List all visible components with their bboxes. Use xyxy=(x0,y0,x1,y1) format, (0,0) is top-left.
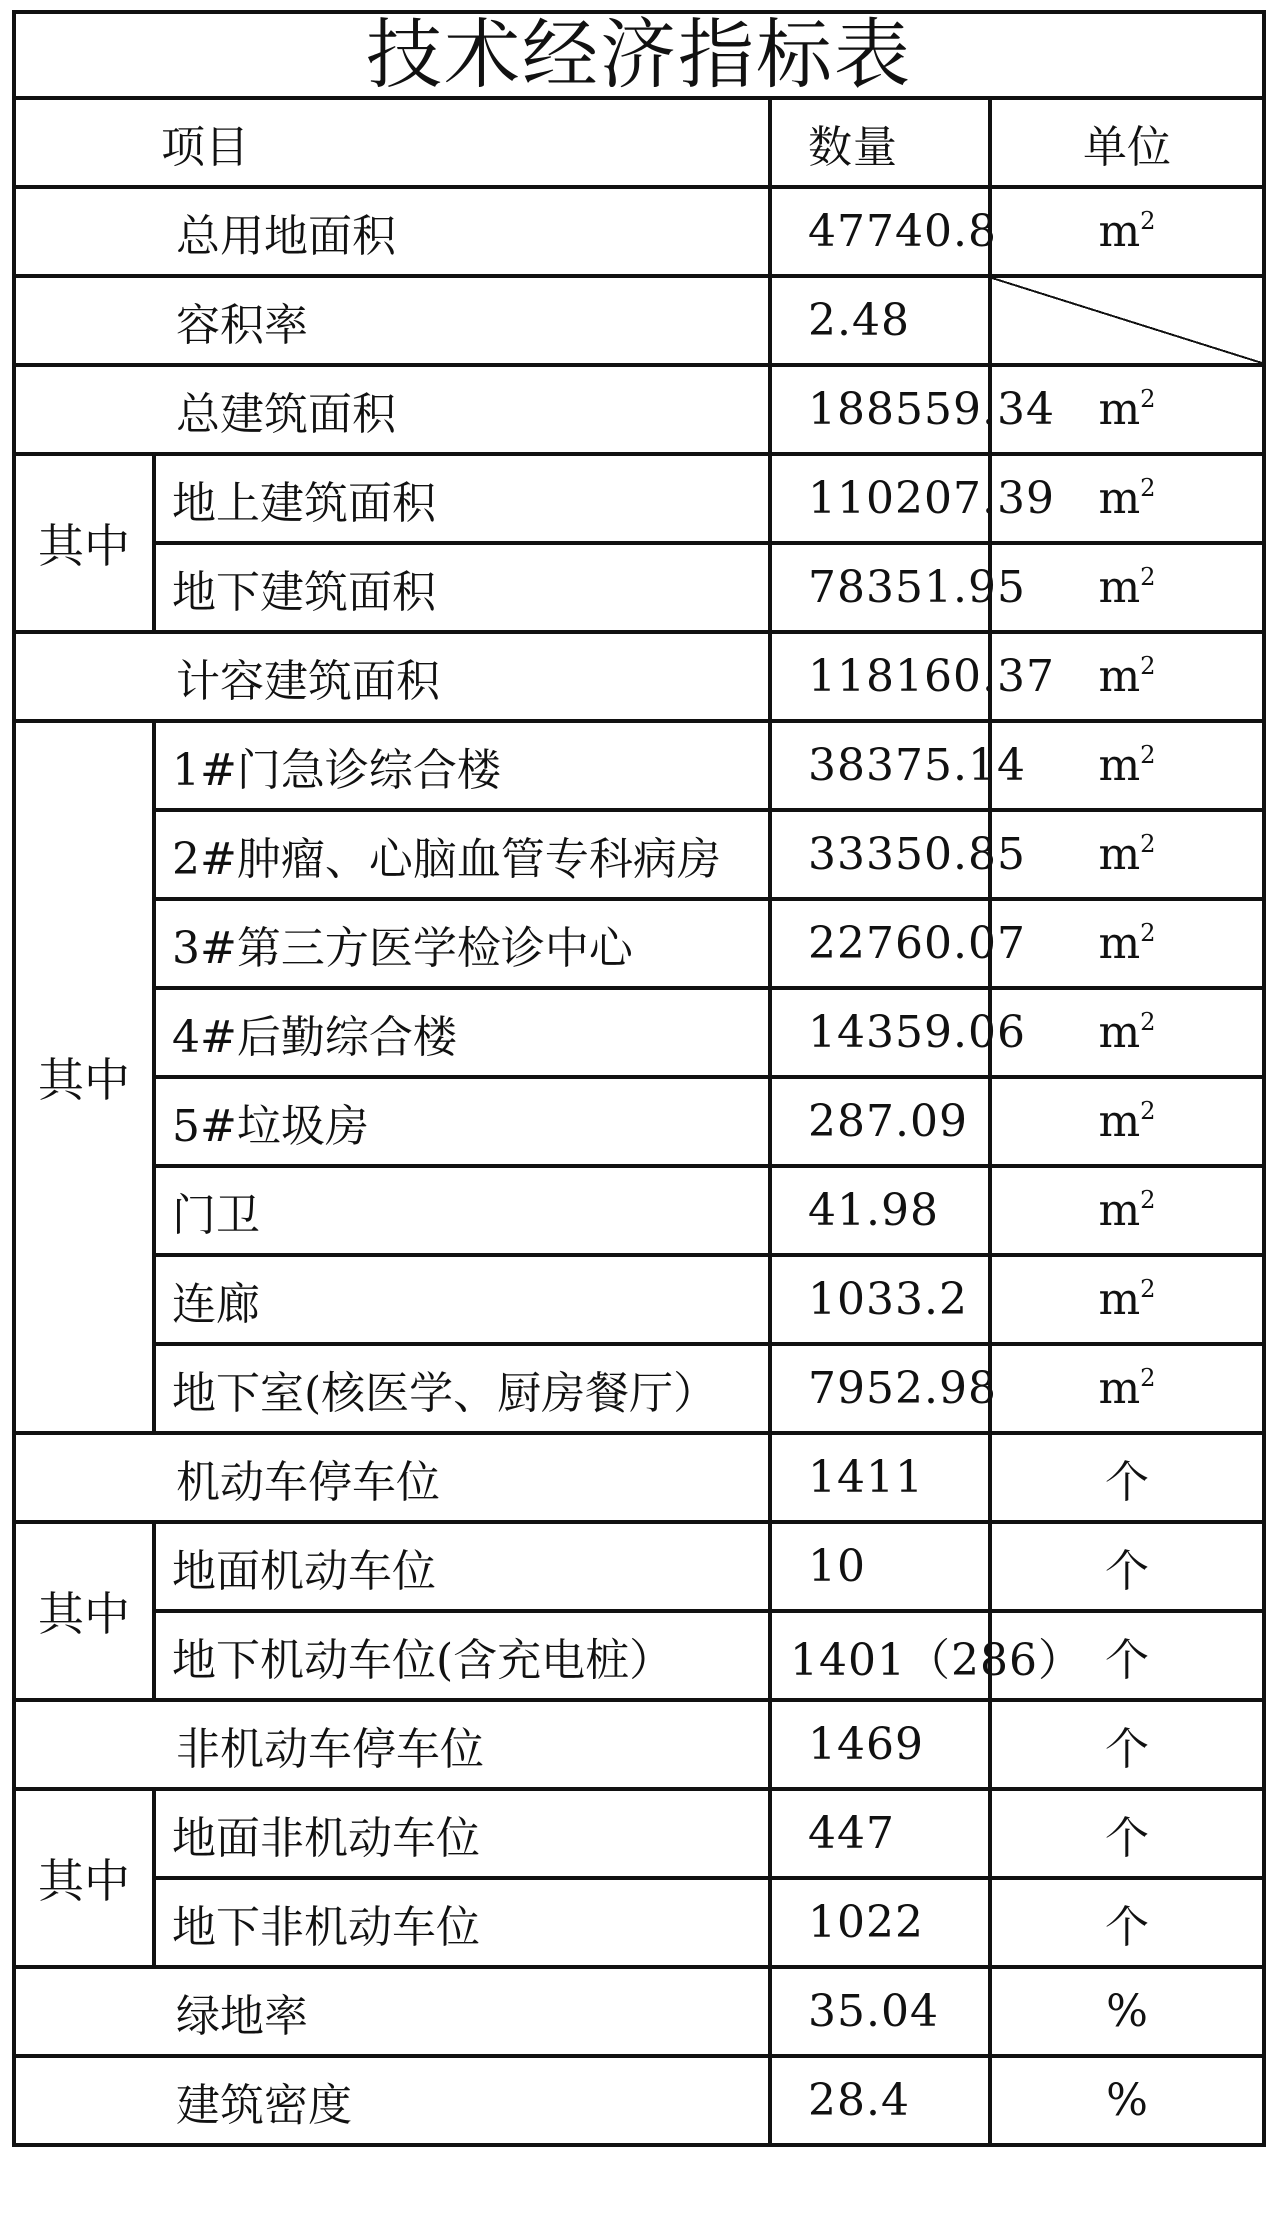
row-value: 1022 xyxy=(770,1878,990,1967)
unit-sup: 2 xyxy=(1140,652,1156,681)
row-label: 绿地率 xyxy=(14,1967,770,2056)
row-value: 447 xyxy=(770,1789,990,1878)
row-value: 1033.2 xyxy=(770,1255,990,1344)
table-row xyxy=(14,899,1264,988)
row-value: 38375.14 xyxy=(770,721,990,810)
row-value: 35.04 xyxy=(770,1967,990,2056)
unit-base: m xyxy=(1098,206,1141,257)
row-label: 计容建筑面积 xyxy=(14,632,770,721)
row-value: 110207.39 xyxy=(770,454,990,543)
row-unit: 个 xyxy=(990,1789,1264,1878)
unit-sup: 2 xyxy=(1140,1364,1156,1393)
header-unit: 单位 xyxy=(990,98,1264,187)
row-value: 22760.07 xyxy=(770,899,990,988)
row-value: 1411 xyxy=(770,1433,990,1522)
group-label: 其中 xyxy=(14,721,154,1433)
unit-sup: 2 xyxy=(1140,741,1156,770)
header-item: 项目 xyxy=(14,98,770,187)
table-row xyxy=(14,454,1264,543)
row-unit: 个 xyxy=(990,1700,1264,1789)
row-unit xyxy=(990,1077,1264,1166)
row-label: 3#第三方医学检诊中心 xyxy=(154,899,770,988)
row-unit xyxy=(990,988,1264,1077)
title-row xyxy=(14,12,1264,98)
row-label: 建筑密度 xyxy=(14,2056,770,2145)
row-label: 非机动车停车位 xyxy=(14,1700,770,1789)
unit-sup: 2 xyxy=(1140,385,1156,414)
unit-base: m xyxy=(1098,918,1141,969)
row-value: 1469 xyxy=(770,1700,990,1789)
row-label: 容积率 xyxy=(14,276,770,365)
table-row xyxy=(14,1611,1264,1700)
unit-base: m xyxy=(1098,740,1141,791)
table-row xyxy=(14,1077,1264,1166)
table-row xyxy=(14,2056,1264,2145)
row-label: 地下机动车位(含充电桩） xyxy=(154,1611,770,1700)
row-unit: % xyxy=(990,1967,1264,2056)
unit-sup: 2 xyxy=(1140,1097,1156,1126)
row-value: 14359.06 xyxy=(770,988,990,1077)
indicator-sheet xyxy=(12,10,1262,2228)
row-unit xyxy=(990,810,1264,899)
unit-base: m xyxy=(1098,1185,1141,1236)
unit-base: m xyxy=(1098,829,1141,880)
unit-base: m xyxy=(1098,1274,1141,1325)
row-value: 7952.98 xyxy=(770,1344,990,1433)
row-label: 5#垃圾房 xyxy=(154,1077,770,1166)
unit-sup: 2 xyxy=(1140,474,1156,503)
table-row xyxy=(14,1344,1264,1433)
header-row xyxy=(14,98,1264,187)
table-row xyxy=(14,632,1264,721)
row-unit xyxy=(990,187,1264,276)
indicator-table xyxy=(12,10,1266,2147)
unit-sup: 2 xyxy=(1140,563,1156,592)
table-row xyxy=(14,187,1264,276)
row-unit: 个 xyxy=(990,1522,1264,1611)
row-label: 1#门急诊综合楼 xyxy=(154,721,770,810)
row-value: 188559.34 xyxy=(770,365,990,454)
row-value: 47740.8 xyxy=(770,187,990,276)
unit-base: m xyxy=(1098,1096,1141,1147)
row-label: 机动车停车位 xyxy=(14,1433,770,1522)
row-label: 地下非机动车位 xyxy=(154,1878,770,1967)
table-row xyxy=(14,1700,1264,1789)
row-unit: % xyxy=(990,2056,1264,2145)
group-label: 其中 xyxy=(14,1522,154,1700)
table-row xyxy=(14,810,1264,899)
row-value: 1401（286） xyxy=(770,1611,990,1700)
unit-base: m xyxy=(1098,651,1141,702)
table-row xyxy=(14,1433,1264,1522)
table-row xyxy=(14,1255,1264,1344)
row-unit xyxy=(990,1344,1264,1433)
header-qty: 数量 xyxy=(770,98,990,187)
table-row xyxy=(14,1878,1264,1967)
table-row xyxy=(14,543,1264,632)
row-unit xyxy=(990,543,1264,632)
row-label: 连廊 xyxy=(154,1255,770,1344)
unit-sup: 2 xyxy=(1140,1186,1156,1215)
table-row xyxy=(14,1166,1264,1255)
unit-base: m xyxy=(1098,384,1141,435)
row-label: 地下室(核医学、厨房餐厅） xyxy=(154,1344,770,1433)
row-label: 门卫 xyxy=(154,1166,770,1255)
unit-sup: 2 xyxy=(1140,207,1156,236)
row-label: 总建筑面积 xyxy=(14,365,770,454)
table-row xyxy=(14,1967,1264,2056)
table-row xyxy=(14,988,1264,1077)
unit-sup: 2 xyxy=(1140,919,1156,948)
row-label: 4#后勤综合楼 xyxy=(154,988,770,1077)
row-value: 41.98 xyxy=(770,1166,990,1255)
row-label: 地面机动车位 xyxy=(154,1522,770,1611)
unit-sup: 2 xyxy=(1140,1275,1156,1304)
row-label: 地上建筑面积 xyxy=(154,454,770,543)
row-unit xyxy=(990,1255,1264,1344)
row-value: 118160.37 xyxy=(770,632,990,721)
table-title: 技术经济指标表 xyxy=(14,12,1264,98)
group-label: 其中 xyxy=(14,454,154,632)
unit-sup: 2 xyxy=(1140,1008,1156,1037)
unit-base: m xyxy=(1098,1007,1141,1058)
row-label: 地下建筑面积 xyxy=(154,543,770,632)
diagonal-empty-cell xyxy=(990,276,1264,365)
row-value: 78351.95 xyxy=(770,543,990,632)
unit-base: m xyxy=(1098,473,1141,524)
unit-base: m xyxy=(1098,562,1141,613)
row-unit: 个 xyxy=(990,1611,1264,1700)
row-unit xyxy=(990,1166,1264,1255)
unit-sup: 2 xyxy=(1140,830,1156,859)
row-unit: 个 xyxy=(990,1433,1264,1522)
row-label: 总用地面积 xyxy=(14,187,770,276)
row-value: 10 xyxy=(770,1522,990,1611)
table-row xyxy=(14,1522,1264,1611)
row-value: 28.4 xyxy=(770,2056,990,2145)
row-unit: 个 xyxy=(990,1878,1264,1967)
row-value: 287.09 xyxy=(770,1077,990,1166)
table-row xyxy=(14,365,1264,454)
row-label: 地面非机动车位 xyxy=(154,1789,770,1878)
row-value: 33350.85 xyxy=(770,810,990,899)
table-row xyxy=(14,721,1264,810)
table-row xyxy=(14,276,1264,365)
unit-base: m xyxy=(1098,1363,1141,1414)
row-label: 2#肿瘤、心脑血管专科病房 xyxy=(154,810,770,899)
row-unit xyxy=(990,721,1264,810)
row-value: 2.48 xyxy=(770,276,990,365)
table-row xyxy=(14,1789,1264,1878)
group-label: 其中 xyxy=(14,1789,154,1967)
row-unit xyxy=(990,899,1264,988)
